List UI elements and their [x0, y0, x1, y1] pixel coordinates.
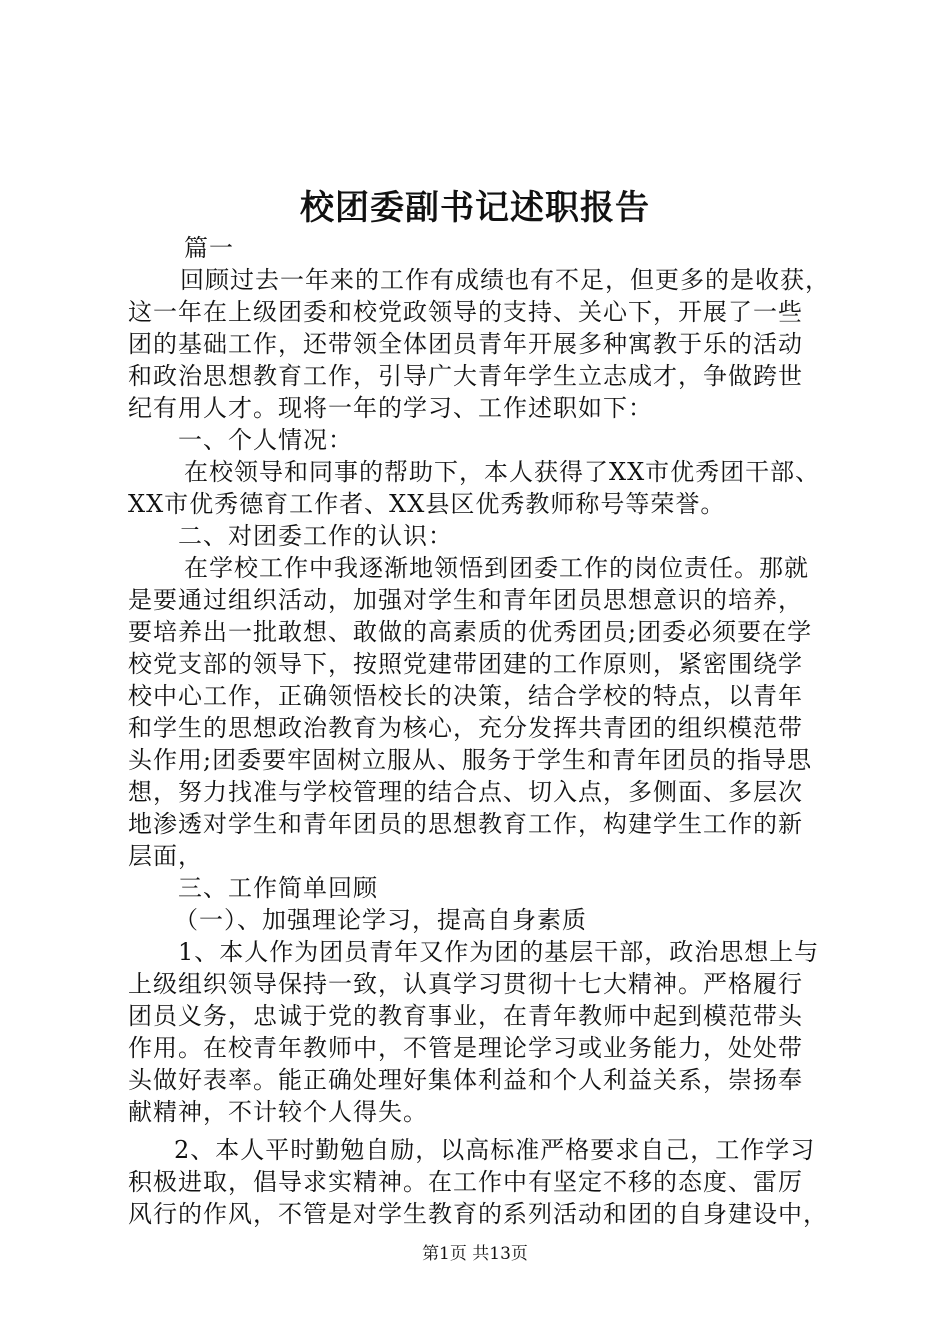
text-line: 要培养出一批敢想、敢做的高素质的优秀团员;团委必须要在学	[128, 618, 813, 646]
text-line: 1、本人作为团员青年又作为团的基层干部，政治思想上与	[178, 938, 820, 966]
text-line: 在学校工作中我逐渐地领悟到团委工作的岗位责任。那就	[184, 554, 809, 582]
text-line: 团的基础工作，还带领全体团员青年开展多种寓教于乐的活动	[128, 330, 803, 358]
text-line: 地渗透对学生和青年团员的思想教育工作，构建学生工作的新	[128, 810, 803, 838]
page-title: 校团委副书记述职报告	[300, 188, 650, 228]
text-line: 三、工作简单回顾	[178, 874, 378, 902]
text-line: 回顾过去一年来的工作有成绩也有不足，但更多的是收获，	[180, 266, 830, 294]
text-line: 想，努力找准与学校管理的结合点、切入点，多侧面、多层次	[128, 778, 803, 806]
text-line: 积极进取，倡导求实精神。在工作中有坚定不移的态度、雷厉	[128, 1168, 803, 1196]
text-line: 作用。在校青年教师中，不管是理论学习或业务能力，处处带	[128, 1034, 803, 1062]
page-footer: 第1页 共13页	[422, 1244, 528, 1264]
text-line: 层面，	[128, 842, 203, 870]
text-line: 和政治思想教育工作，引导广大青年学生立志成才，争做跨世	[128, 362, 803, 390]
text-line: 团员义务，忠诚于党的教育事业，在青年教师中起到模范带头	[128, 1002, 803, 1030]
text-line: 这一年在上级团委和校党政领导的支持、关心下，开展了一些	[128, 298, 803, 326]
text-line: 风行的作风，不管是对学生教育的系列活动和团的自身建设中，	[128, 1200, 828, 1228]
text-line: 头作用;团委要牢固树立服从、服务于学生和青年团员的指导思	[128, 746, 813, 774]
text-line: 一、个人情况：	[178, 426, 353, 454]
text-line: 是要通过组织活动，加强对学生和青年团员思想意识的培养，	[128, 586, 803, 614]
text-line: 篇一	[184, 234, 234, 262]
text-line: XX市优秀德育工作者、XX县区优秀教师称号等荣誉。	[128, 490, 726, 518]
text-line: 校中心工作，正确领悟校长的决策，结合学校的特点，以青年	[128, 682, 803, 710]
text-line: 二、对团委工作的认识：	[178, 522, 453, 550]
text-line: 上级组织领导保持一致，认真学习贯彻十七大精神。严格履行	[128, 970, 803, 998]
text-line: 2、本人平时勤勉自励，以高标准严格要求自己，工作学习	[174, 1136, 816, 1164]
text-line: 头做好表率。能正确处理好集体利益和个人利益关系，崇扬奉	[128, 1066, 803, 1094]
text-line: 在校领导和同事的帮助下，本人获得了XX市优秀团干部、	[184, 458, 821, 486]
text-line: 和学生的思想政治教育为核心，充分发挥共青团的组织模范带	[128, 714, 803, 742]
text-line: 纪有用人才。现将一年的学习、工作述职如下：	[128, 394, 653, 422]
text-line: 献精神，不计较个人得失。	[128, 1098, 428, 1126]
text-line: （一）、加强理论学习，提高自身素质	[174, 906, 587, 934]
text-line: 校党支部的领导下，按照党建带团建的工作原则，紧密围绕学	[128, 650, 803, 678]
document-body	[128, 232, 840, 1230]
